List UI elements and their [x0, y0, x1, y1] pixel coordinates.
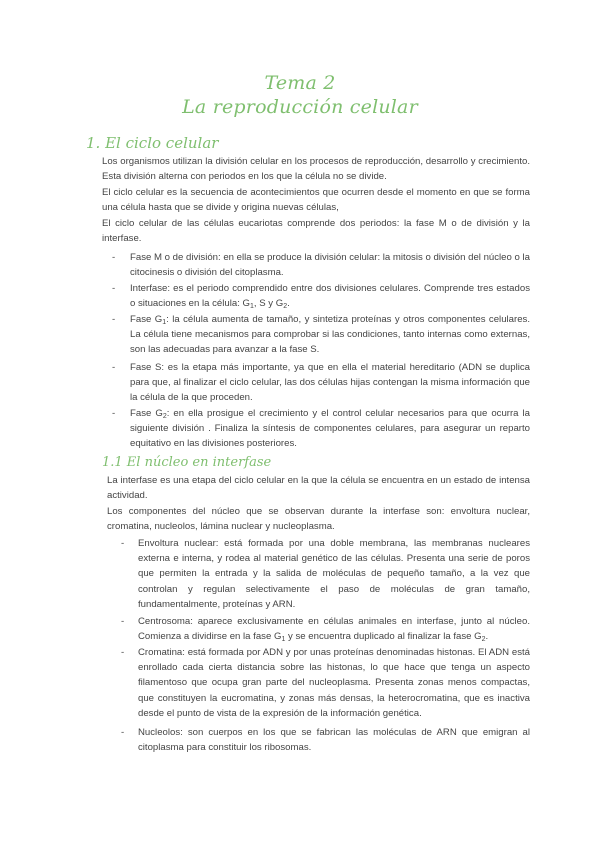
list-item: Envoltura nuclear: está formada por una doble membrana, las membranas nucleares externa e interna, y rodea al material genético de las células. Presenta una serie de poros que permiten la entrada y la salida de moléculas de pequeño tamaño, a la vez que controlan y regulan selectivamente el paso de moléculas de gran tamaño, fundamentalmente, proteínas y ARN.	[138, 538, 530, 610]
paragraph: La interfase es una etapa del ciclo celular en la que la célula se encuentra en un estado de intensa actividad.	[107, 475, 530, 502]
list-item: Nucleolos: son cuerpos en los que se fabrican las moléculas de ARN que emigran al citoplasma para constituir los ribosomas.	[138, 727, 530, 754]
bullet-dash: -	[112, 362, 116, 373]
section-heading-ciclo-celular: 1. El ciclo celular	[86, 134, 219, 152]
bullet-dash: -	[121, 616, 125, 627]
section-heading-nucleo-interfase: 1.1 El núcleo en interfase	[102, 455, 272, 470]
list-item: Fase $G_2$: en ella prosigue el crecimiento y el control celular necesarios para que ocurra la siguiente división . Finaliza la síntesis de componentes celulares, para asegurar un reparto equitativo en las divisiones posteriores.	[130, 408, 530, 450]
bullet-dash: -	[112, 314, 116, 325]
list-item: Fase M o de división: en ella se produce la división celular: la mitosis o división del núcleo o la citocinesis o división del citoplasma.	[130, 252, 530, 279]
paragraph: El ciclo celular es la secuencia de acontecimientos que ocurren desde el momento en que se forma una célula hasta que se divide y origina nuevas células,	[102, 187, 530, 214]
list-item: Fase S: es la etapa más importante, ya que en ella el material hereditario (ADN se duplica para que, al finalizar el ciclo celular, las dos células hijas contengan la misma información que la célula de la que proceden.	[130, 362, 530, 404]
paragraph: El ciclo celular de las células eucariotas comprende dos periodos: la fase M o de división y la interfase.	[102, 218, 530, 245]
bullet-dash: -	[121, 647, 125, 658]
bullet-dash: -	[121, 727, 125, 738]
document-title-line1: Tema 2	[264, 72, 336, 94]
paragraph: Los organismos utilizan la división celular en los procesos de reproducción, desarrollo y crecimiento. Esta división alterna con periodos en los que la célula no se divide.	[102, 156, 530, 183]
bullet-dash: -	[112, 408, 116, 419]
bullet-dash: -	[112, 252, 116, 263]
list-item: Cromatina: está formada por ADN y por unas proteínas denominadas histonas. El ADN está enrollado cada cierta distancia sobre las histonas, lo que hace que tenga un aspecto filamentoso que ocupa gran parte del nucleoplasma. Presenta zonas menos compactas, que constituyen la eucromatina, y zonas más densas, la heterocromatina, que es inactiva desde el punto de vista de la expresión de la información genética.	[138, 647, 530, 719]
bullet-dash: -	[112, 283, 116, 294]
paragraph: Los componentes del núcleo que se observan durante la interfase son: envoltura nuclear, cromatina, nucleolos, lámina nuclear y nucleoplasma.	[107, 506, 530, 533]
list-item: Interfase: es el periodo comprendido entre dos divisiones celulares. Comprende tres estados o situaciones en la célula: $G_1$, S y $G_2$.	[130, 283, 530, 311]
bullet-dash: -	[121, 538, 125, 549]
list-item: Centrosoma: aparece exclusivamente en células animales en interfase, junto al núcleo. Comienza a dividirse en la fase $G_1$ y se encuentra duplicado al finalizar la fase $G_2$.	[138, 616, 530, 644]
document-title-line2: La reproducción celular	[182, 96, 418, 118]
list-item: Fase $G_1$: la célula aumenta de tamaño, y sintetiza proteínas y otros componentes celulares. La célula tiene mecanismos para comprobar si las condiciones, tanto internas como externas, son las adecuadas para avanzar a la fase S.	[130, 314, 530, 356]
